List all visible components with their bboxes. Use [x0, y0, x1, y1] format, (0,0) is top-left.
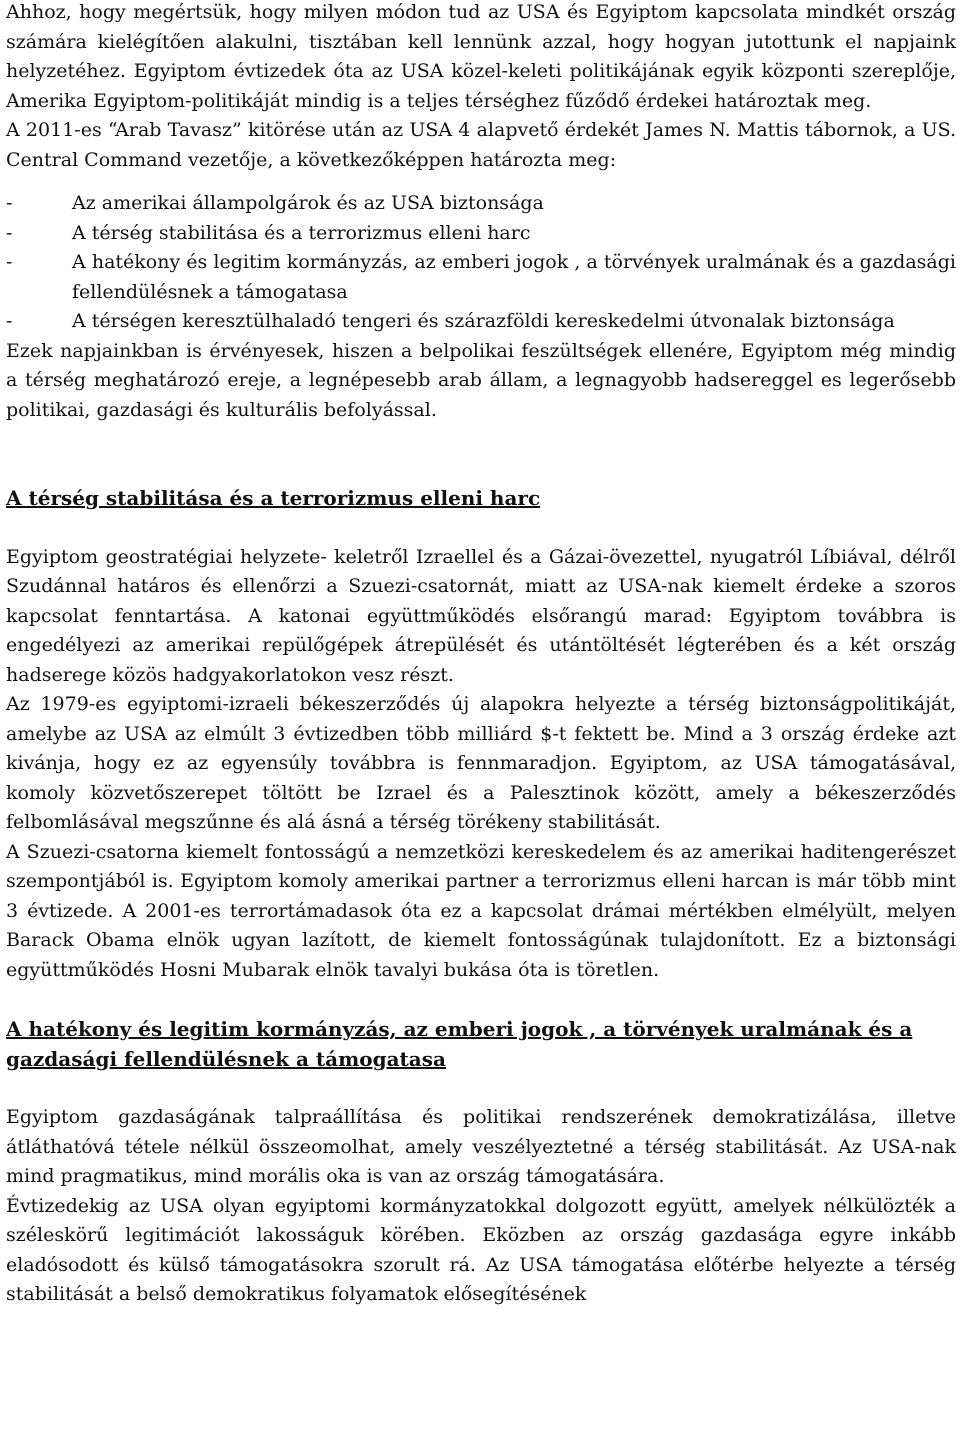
- intro-paragraph-2: A 2011-es “Arab Tavasz” kitörése után az USA 4 alapvető érdekét James N. Mattis tábornok, a US. Central Command vezetője, a következőképpen határozta meg:: [6, 119, 956, 171]
- section2-paragraph: Évtizedekig az USA olyan egyiptomi kormányzatokkal dolgozott együtt, amelyek nélkülözték a széleskörű legitimációt lakosságuk körében. Eközben az ország gazdasága egyre inkább eladósodott és külső támogatásokra szorult rá. Az USA támogatása előtérbe helyezte a térség stabilitását a belső demokratikus folyamatok elősegítésének: [6, 1194, 956, 1305]
- section-heading-stability: A térség stabilitása és a terrorizmus elleni harc: [6, 486, 541, 510]
- us-interests-list: [6, 189, 956, 337]
- section2-paragraph: Egyiptom gazdaságának talpraállítása és politikai rendszerének demokratizálása, illetve átláthatóvá tétele nélkül összeomolhat, amely veszélyeztetné a térség stabilitását. Az USA-nak mind pragmatikus, mind morális oka is van az ország támogatására.: [6, 1106, 956, 1187]
- document-page: [6, 0, 956, 1310]
- list-item: - A térség stabilitása és a terrorizmus elleni harc: [6, 219, 956, 249]
- section1-paragraph: Az 1979-es egyiptomi-izraeli békeszerződés új alapokra helyezte a térség biztonságpolitikáját, amelybe az USA az elmúlt 3 évtizedben több milliárd $-t fektett be. Mind a 3 ország érdeke azt kivánja, hogy ez az egyensúly továbbra is fennmaradjon. Egyiptom, az USA támogatásával, komoly közvetőszerepet töltött be Izrael és a Palesztinok között, amely a békeszerződés felbomlásával megszűnne és alá ásná a térség törékeny stabilitását.: [6, 693, 956, 833]
- section1-paragraph: Egyiptom geostratégiai helyzete- keletről Izraellel és a Gázai-övezettel, nyugatról Líbiával, délről Szudánnal határos és ellenőrzi a Szuezi-csatornát, miatt az USA-nak kiemelt érdeke a szoros kapcsolat fenntartása. A katonai együttműködés elsőrangú marad: Egyiptom továbbra is engedélyezi az amerikai repülőgépek átrepülését és utántöltését légterében és a két ország hadserege közös hadgyakorlatokon vesz részt.: [6, 545, 956, 686]
- section-heading-governance: A hatékony és legitim kormányzás, az emberi jogok , a törvények uralmának és a gazdasági fellendülésnek a támogatasa: [6, 1017, 913, 1071]
- intro-paragraph-3: Ezek napjainkban is érvényesek, hiszen a belpolikai feszültségek ellenére, Egyiptom még mindig a térség meghatározó ereje, a legnépesebb arab állam, a legnagyobb hadsereggel es legerősebb politikai, gazdasági és kulturális befolyással.: [6, 339, 956, 421]
- list-item: - Az amerikai állampolgárok és az USA biztonsága: [6, 189, 956, 219]
- list-item: - A hatékony és legitim kormányzás, az emberi jogok , a törvények uralmának és a gazdasági fellendülésnek a támogatasa: [6, 248, 956, 307]
- list-item: - A térségen keresztülhaladó tengeri és szárazföldi kereskedelmi útvonalak biztonsága: [6, 307, 956, 337]
- intro-paragraph-1: Ahhoz, hogy megértsük, hogy milyen módon tud az USA és Egyiptom kapcsolata mindkét ország számára kielégítően alakulni, tisztában kell lennünk azzal, hogy hogyan jutottunk el napjaink helyzetéhez. Egyiptom évtizedek óta az USA közel-keleti politikájának egyik központi szereplője, Amerika Egyiptom-politikáját mindig is a teljes térséghez fűződő érdekei határoztak meg.: [6, 1, 956, 112]
- section1-paragraph: A Szuezi-csatorna kiemelt fontosságú a nemzetközi kereskedelem és az amerikai haditengerészet szempontjából is. Egyiptom komoly amerikai partner a terrorizmus elleni harcan is már több mint 3 évtizede. A 2001-es terrortámadasok óta ez a kapcsolat drámai mértékben elmélyült, melyen Barack Obama elnök ugyan lazított, de kiemelt fontosságúnak tulajdonított. Ez a biztonsági együttműködés Hosni Mubarak elnök tavalyi bukása óta is töretlen.: [6, 840, 956, 981]
